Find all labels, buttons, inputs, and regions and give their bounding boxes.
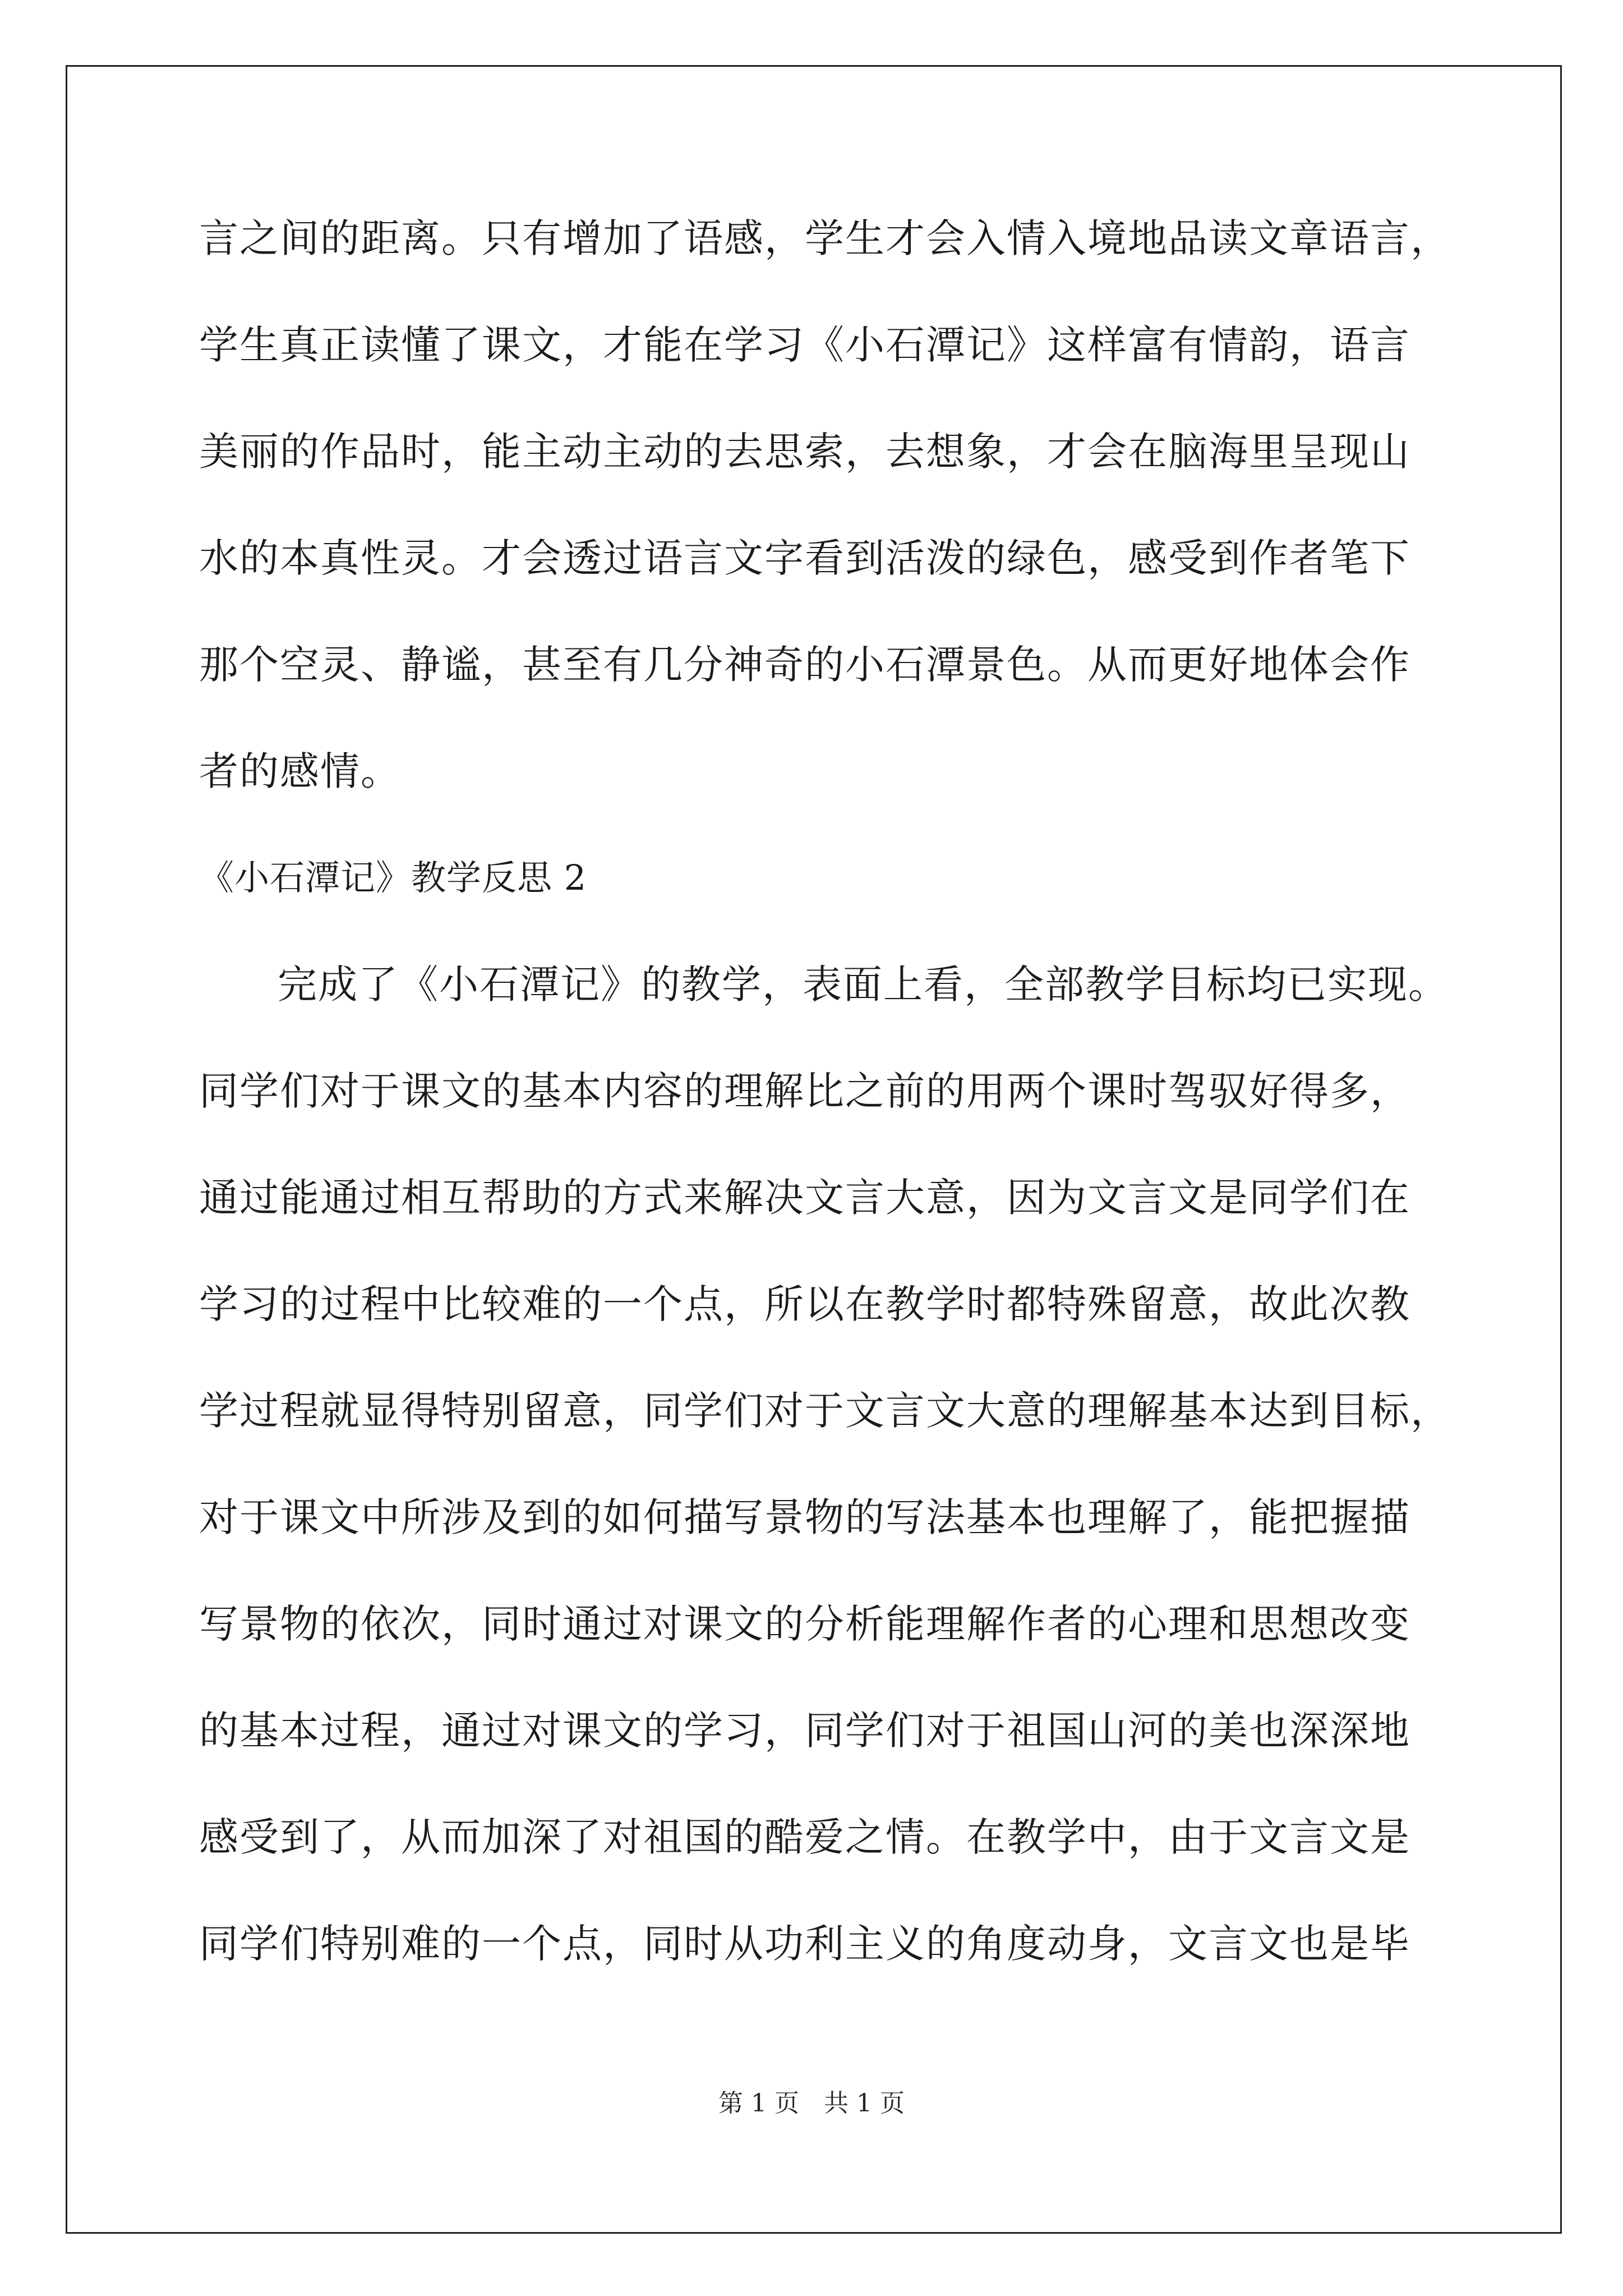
text-line: 水的本真性灵。才会透过语言文字看到活泼的绿色，感受到作者笔下 bbox=[199, 535, 1410, 581]
text-line: 的基本过程，通过对课文的学习，同学们对于祖国山河的美也深深地 bbox=[199, 1708, 1410, 1754]
text-line: 那个空灵、静谧，甚至有几分神奇的小石潭景色。从而更好地体会作 bbox=[199, 642, 1410, 688]
paragraph-1 bbox=[199, 185, 1461, 825]
text-line: 学习的过程中比较难的一个点，所以在教学时都特殊留意，故此次教 bbox=[199, 1281, 1410, 1327]
paragraph-2 bbox=[199, 931, 1461, 1997]
text-line: 同学们特别难的一个点，同时从功利主义的角度动身，文言文也是毕 bbox=[199, 1921, 1410, 1967]
text-line: 对于课文中所涉及到的如何描写景物的写法基本也理解了，能把握描 bbox=[199, 1494, 1410, 1540]
text-line: 完成了《小石潭记》的教学，表面上看，全部教学目标均已实现。 bbox=[278, 961, 1449, 1007]
text-line: 通过能通过相互帮助的方式来解决文言大意，因为文言文是同学们在 bbox=[199, 1175, 1410, 1221]
text-line: 言之间的距离。只有增加了语感，学生才会入情入境地品读文章语言， bbox=[199, 215, 1451, 261]
text-line: 者的感情。 bbox=[199, 748, 401, 794]
page-footer: 第 1 页 共 1 页 bbox=[718, 2089, 905, 2118]
text-line: 感受到了，从而加深了对祖国的酷爱之情。在教学中，由于文言文是 bbox=[199, 1814, 1410, 1860]
text-line: 美丽的作品时，能主动主动的去思索，去想象，才会在脑海里呈现山 bbox=[199, 429, 1410, 475]
text-line: 写景物的依次，同时通过对课文的分析能理解作者的心理和思想改变 bbox=[199, 1601, 1410, 1647]
text-line: 学过程就显得特别留意，同学们对于文言文大意的理解基本达到目标， bbox=[199, 1388, 1451, 1434]
document-body bbox=[199, 185, 1461, 1997]
text-line: 同学们对于课文的基本内容的理解比之前的用两个课时驾驭好得多， bbox=[199, 1068, 1410, 1114]
text-line: 学生真正读懂了课文，才能在学习《小石潭记》这样富有情韵，语言 bbox=[199, 322, 1410, 368]
section-heading: 《小石潭记》教学反思 2 bbox=[199, 857, 587, 898]
